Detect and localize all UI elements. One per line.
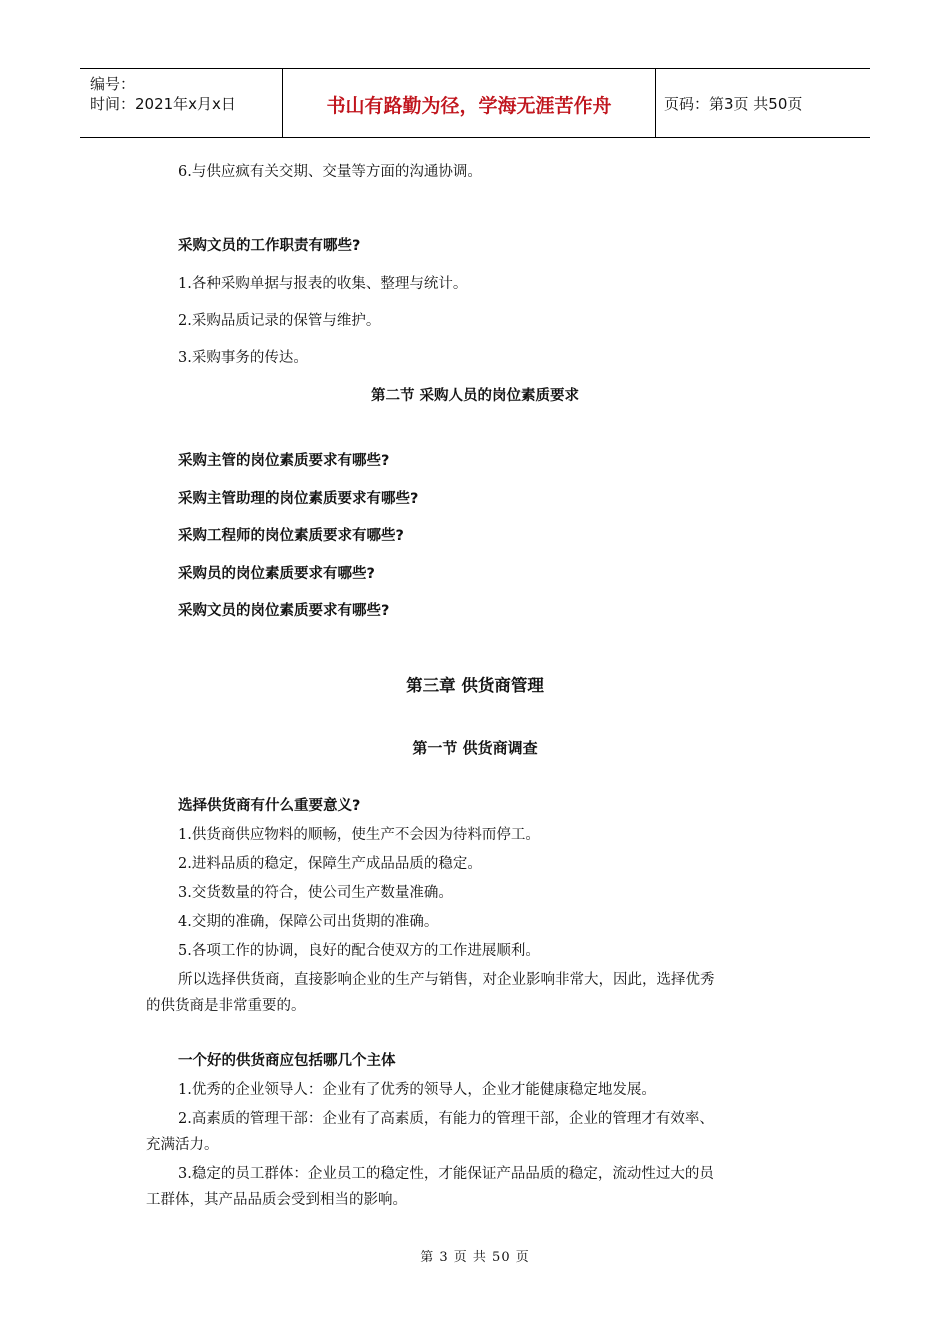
importance-item-1: 1.供货商供应物料的顺畅，使生产不会因为待料而停工。 [178,827,540,843]
question-good-supplier: 一个好的供货商应包括哪几个主体 [178,1053,396,1069]
header-page-cell [656,69,870,137]
importance-item-5: 5.各项工作的协调，良好的配合使双方的工作进展顺利。 [178,943,540,959]
question-clerk: 采购文员的岗位素质要求有哪些? [178,603,390,619]
summary-line-2: 的供货商是非常重要的。 [146,998,306,1014]
question-engineer: 采购工程师的岗位素质要求有哪些? [178,528,404,544]
good-supplier-item-2-line-1: 2.高素质的管理干部：企业有了高素质，有能力的管理干部，企业的管理才有效率、 [178,1111,714,1127]
clerk-duty-1: 1.各种采购单据与报表的收集、整理与统计。 [178,276,468,292]
question-importance: 选择供货商有什么重要意义? [178,798,361,814]
section-1-title: 第一节 供货商调查 [412,739,538,757]
page-footer: 第 3 页 共 50 页 [420,1250,530,1265]
header-motto: 书山有路勤为径，学海无涯苦作舟 [326,95,612,117]
chapter-3-title: 第三章 供货商管理 [406,676,544,695]
document-number-label: 编号： [90,75,136,93]
importance-item-4: 4.交期的准确，保障公司出货期的准确。 [178,914,439,930]
document-date-label: 时间：2021年x月x日 [90,95,236,113]
question-assistant: 采购主管助理的岗位素质要求有哪些? [178,491,419,507]
section-2-title: 第二节 采购人员的岗位素质要求 [370,388,580,404]
importance-item-3: 3.交货数量的符合，使公司生产数量准确。 [178,885,453,901]
header-motto-cell [282,69,656,137]
duty-item-6: 6.与供应疯有关交期、交量等方面的沟通协调。 [178,164,482,180]
good-supplier-item-3-line-2: 工群体，其产品品质会受到相当的影响。 [146,1192,407,1208]
page-header [80,68,870,138]
good-supplier-item-1: 1.优秀的企业领导人：企业有了优秀的领导人，企业才能健康稳定地发展。 [178,1082,656,1098]
question-buyer: 采购员的岗位素质要求有哪些? [178,566,375,582]
good-supplier-item-2-line-2: 充满活力。 [146,1137,219,1153]
header-left-cell [80,69,282,137]
importance-item-2: 2.进料品质的稳定，保障生产成品品质的稳定。 [178,856,482,872]
question-supervisor: 采购主管的岗位素质要求有哪些? [178,453,390,469]
good-supplier-item-3-line-1: 3.稳定的员工群体：企业员工的稳定性，才能保证产品品质的稳定，流动性过大的员 [178,1166,714,1182]
question-clerk-duties: 采购文员的工作职责有哪些? [178,238,361,254]
clerk-duty-3: 3.采购事务的传达。 [178,350,308,366]
clerk-duty-2: 2.采购品质记录的保管与维护。 [178,313,381,329]
header-page-info: 页码：第3页 共50页 [664,95,803,113]
summary-line-1: 所以选择供货商，直接影响企业的生产与销售，对企业影响非常大，因此，选择优秀 [178,972,715,988]
